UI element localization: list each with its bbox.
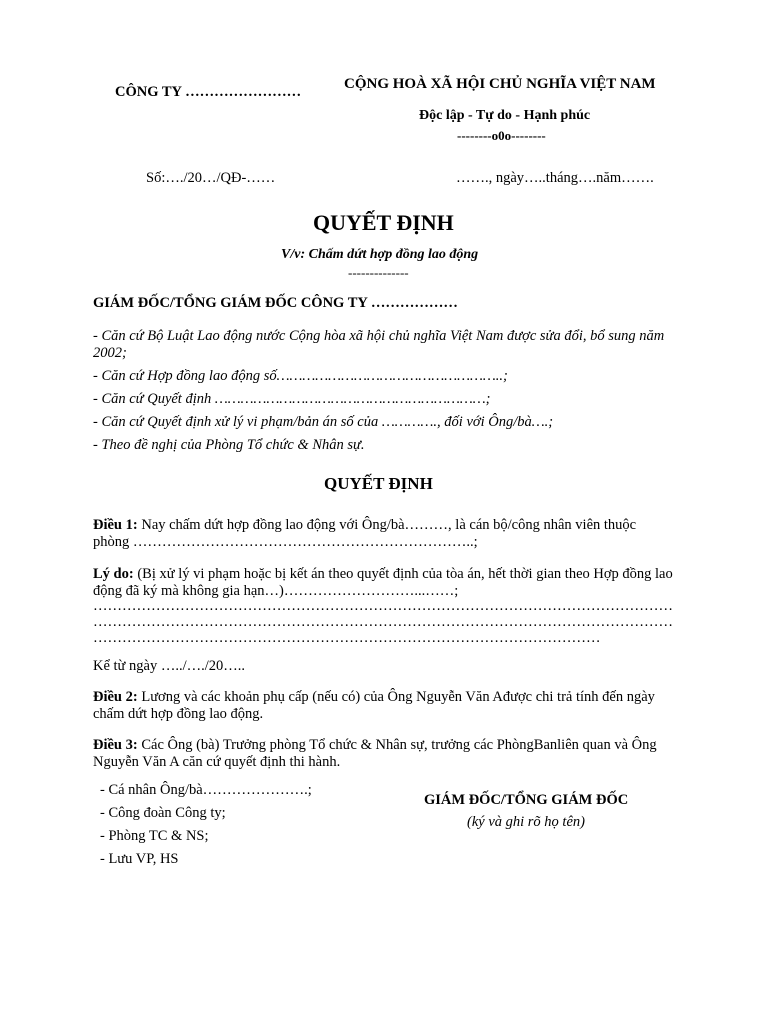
reason bbox=[93, 566, 673, 600]
date-line: ……., ngày…..tháng….năm……. bbox=[456, 170, 654, 186]
header-separator: --------o0o-------- bbox=[457, 128, 546, 143]
reason-text: (Bị xử lý vi phạm hoặc bị kết án theo quyết định của tòa án, hết thời gian theo Hợp đồng lao động đã ký mà không gia hạn…)………………………...……; bbox=[93, 566, 673, 599]
authority-line: GIÁM ĐỐC/TỔNG GIÁM ĐỐC CÔNG TY ……………… bbox=[93, 295, 458, 311]
document-number: Số:…./20…/QĐ-…… bbox=[146, 170, 276, 186]
reason-dots-line: ………………………………………………………………………………………………………… bbox=[93, 614, 673, 630]
legal-bases bbox=[93, 328, 673, 454]
decision-heading: QUYẾT ĐỊNH bbox=[324, 474, 433, 493]
recipient-item: - Công đoàn Công ty; bbox=[100, 805, 226, 821]
article-2-label: Điều 2: bbox=[93, 689, 138, 705]
nation-title: CỘNG HOÀ XÃ HỘI CHỦ NGHĨA VIỆT NAM bbox=[344, 76, 656, 92]
article-1-label: Điều 1: bbox=[93, 517, 138, 533]
document-title: QUYẾT ĐỊNH bbox=[313, 210, 454, 235]
legal-basis-item: - Căn cứ Quyết định xử lý vi phạm/bản án số của …………., đối với Ông/bà….; bbox=[93, 414, 554, 430]
subject-separator: -------------- bbox=[348, 265, 409, 280]
article-2 bbox=[93, 689, 673, 723]
article-3 bbox=[93, 737, 673, 771]
motto: Độc lập - Tự do - Hạnh phúc bbox=[419, 108, 591, 123]
recipient-item: - Lưu VP, HS bbox=[100, 851, 179, 867]
reason-dots-line: ………………………………………………………………………………………………………… bbox=[93, 598, 673, 614]
legal-basis-item: - Căn cứ Quyết định ………………………………………………………; bbox=[93, 391, 491, 407]
signature-note: (ký và ghi rõ họ tên) bbox=[467, 814, 585, 830]
signature-title: GIÁM ĐỐC/TỔNG GIÁM ĐỐC bbox=[424, 792, 629, 808]
document-subject: V/v: Chấm dứt hợp đồng lao động bbox=[281, 247, 479, 262]
recipients-list bbox=[100, 782, 312, 868]
legal-basis-item: - Căn cứ Hợp đồng lao động số……………………………………………..; bbox=[93, 368, 508, 384]
article-2-text: Lương và các khoản phụ cấp (nếu có) của Ông Nguyễn Văn Ađược chi trả tính đến ngày chấm dứt hợp đồng lao động. bbox=[93, 689, 655, 722]
reason-label: Lý do: bbox=[93, 566, 134, 582]
company-name: CÔNG TY …………………… bbox=[115, 84, 302, 100]
recipient-item: - Cá nhân Ông/bà………………….; bbox=[100, 782, 312, 798]
article-3-text: Các Ông (bà) Trưởng phòng Tổ chức & Nhân sự, trưởng các PhòngBanliên quan và Ông Nguyễn Văn A căn cứ quyết định thi hành. bbox=[93, 737, 657, 770]
legal-basis-item: - Theo đề nghị của Phòng Tổ chức & Nhân sự. bbox=[93, 437, 365, 453]
recipient-item: - Phòng TC & NS; bbox=[100, 828, 209, 844]
effective-date: Kể từ ngày …../…./20….. bbox=[93, 658, 246, 674]
article-3-label: Điều 3: bbox=[93, 737, 138, 753]
article-1 bbox=[93, 517, 673, 551]
article-1-text: Nay chấm dứt hợp đồng lao động với Ông/bà………, là cán bộ/công nhân viên thuộc phòng ……………………………………………………………..; bbox=[93, 517, 637, 550]
legal-basis-item: - Căn cứ Bộ Luật Lao động nước Cộng hòa xã hội chủ nghĩa Việt Nam được sửa đổi, bổ sung năm 2002; bbox=[93, 328, 665, 361]
reason-dots-line: …………………………………………………………………………………………… bbox=[93, 630, 601, 646]
